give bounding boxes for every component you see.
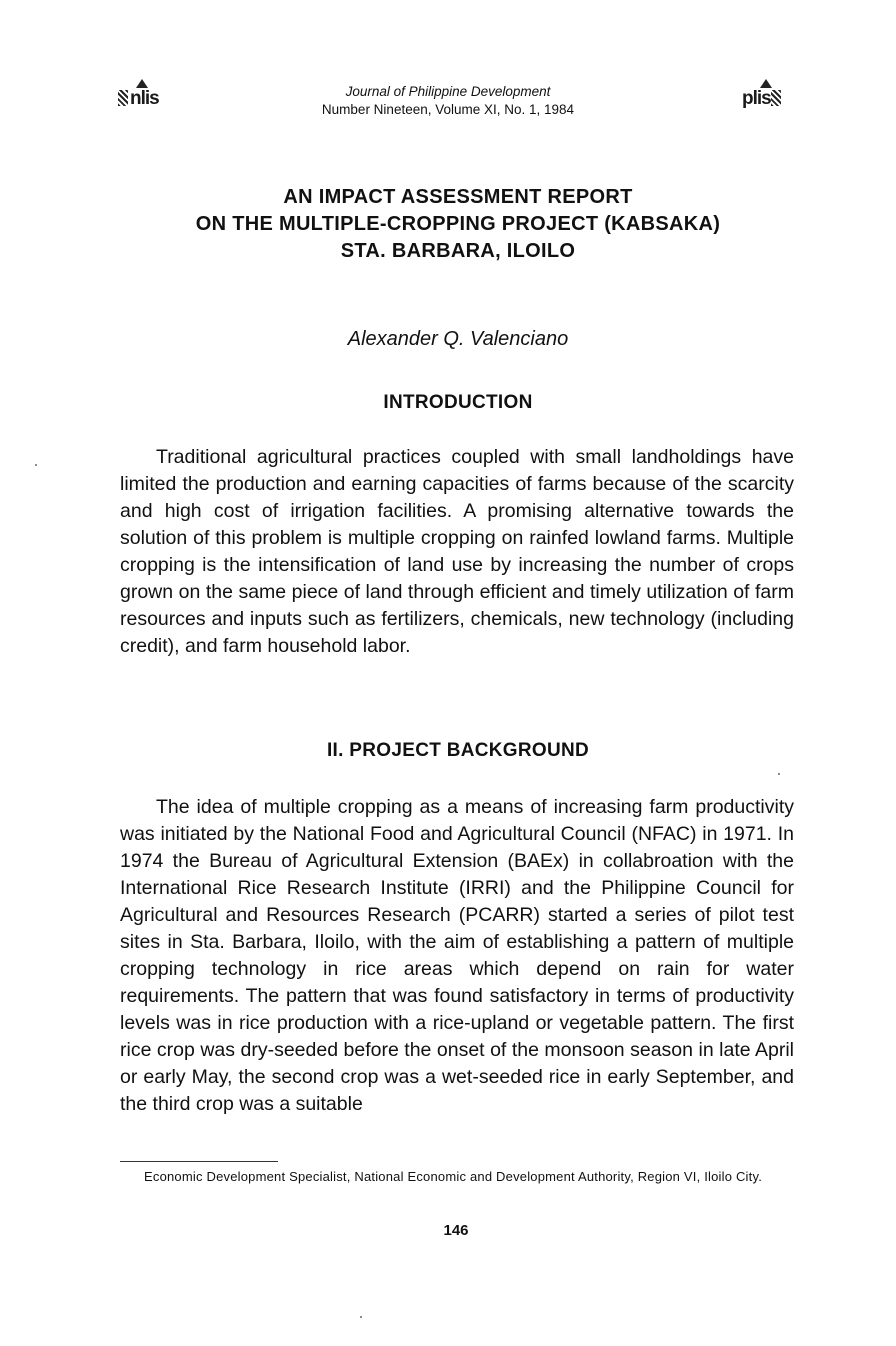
journal-issue: Number Nineteen, Volume XI, No. 1, 1984: [321, 102, 575, 117]
logo-roof-icon: [760, 79, 772, 88]
scan-speck: [778, 773, 780, 775]
page-number: 146: [443, 1222, 469, 1239]
section-heading-introduction: INTRODUCTION: [383, 392, 533, 413]
section-heading-project-background: II. PROJECT BACKGROUND: [326, 740, 590, 761]
scan-speck: [360, 1316, 362, 1318]
nlis-logo: nlis: [118, 88, 159, 110]
project-background-paragraph: The idea of multiple cropping as a means of increasing farm productivity was initiated by the National Food and Agricultural Council (NFAC) in 1971. In 1974 the Bureau of Agricultural Extension (BAEx) in collabroation with the International Rice Research Institute (IRRI) and the Philippine Council for Agricultural and Resources Research (PCARR) started a series of pilot test sites in Sta. Barbara, Iloilo, with the aim of establishing a pattern of multiple cropping technology in rice areas which depend on rain for water requirements. The pattern that was found satisfactory in terms of productivity levels was in rice production with a rice-upland or vegetable pattern. The first rice crop was dry-seeded before the onset of the monsoon season in late April or early May, the second crop was a wet-seeded rice in early September, and the third crop was a suitable: [120, 796, 794, 1115]
title-line: ON THE MULTIPLE-CROPPING PROJECT (KABSAKA): [195, 213, 721, 235]
article-title: [0, 184, 896, 265]
introduction-paragraph: Traditional agricultural practices coupled with small landholdings have limited the production and earning capacities of farms because of the scarcity and high cost of irrigation facilities. A promising alternative towards the solution of this problem is multiple cropping on rainfed lowland farms. Multiple cropping is the intensification of land use by increasing the number of crops grown on the same piece of land through efficient and timely utilization of farm resources and inputs such as fertilizers, chemicals, new technology (including credit), and farm household labor.: [120, 446, 794, 657]
logo-pattern-icon: [771, 90, 781, 106]
scan-speck: [35, 464, 37, 466]
plis-logo: plis: [742, 88, 783, 110]
author-name: Alexander Q. Valenciano: [347, 328, 569, 350]
author-footnote: Economic Development Specialist, National Economic and Development Authority, Region VI, Iloilo City.: [144, 1169, 763, 1184]
title-line: AN IMPACT ASSESSMENT REPORT: [283, 186, 633, 208]
footnote-divider: [120, 1161, 278, 1162]
title-line: STA. BARBARA, ILOILO: [340, 240, 576, 262]
journal-title: Journal of Philippine Development: [345, 84, 551, 99]
